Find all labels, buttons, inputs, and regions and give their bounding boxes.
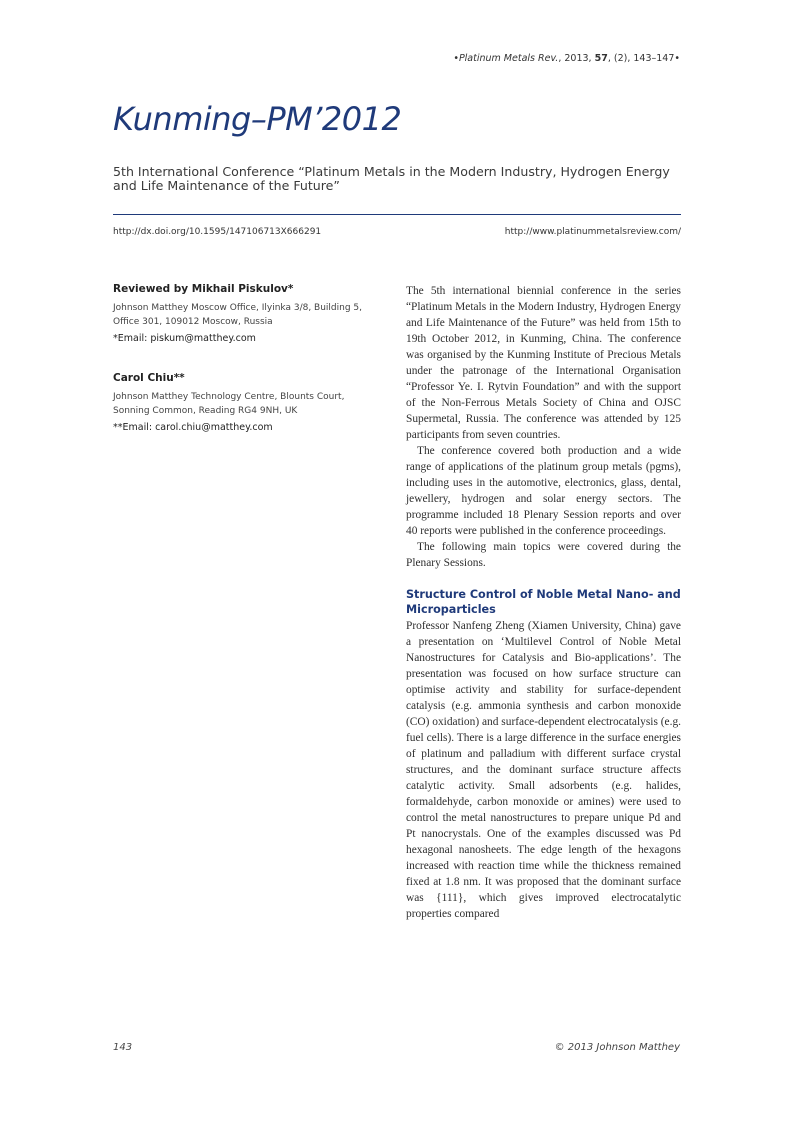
author-column [113, 283, 383, 433]
body-paragraph: Professor Nanfeng Zheng (Xiamen University, China) gave a presentation on ‘Multilevel Control of Noble Metal Nanostructures for Catalysis and Bio-applications’. The presentation was focused on how surface structure can optimise activity and stability for surface-dependent catalysis (e.g. ammonia synthesis and carbon monoxide (CO) oxidation) and surface-dependent electrocatalysis (e.g. fuel cells). There is a large difference in the surface energies of platinum and palladium with different surface crystal structures, and the dominant surface structure affects catalytic activity. Small adsorbents (e.g. halides, formaldehyde, carbon monoxide or amines) were used to control the metal nanostructures to prepare unique Pd and Pt nanocrystals. One of the examples discussed was Pd hexagonal nanosheets. The edge length of the hexagons increased with reaction time while the thickness remained fixed at 1.8 nm. It was proposed that the dominant surface was {111}, which gives improved electrocatalytic properties compared [406, 620, 681, 920]
author-block [113, 372, 383, 433]
journal-name: Platinum Metals Rev. [458, 53, 559, 64]
author-affiliation: Johnson Matthey Technology Centre, Blounts Court, Sonning Common, Reading RG4 9NH, UK [113, 392, 345, 416]
author-email[interactable]: *Email: piskum@matthey.com [113, 333, 256, 344]
journal-issue-pages: , (2), 143–147 [607, 53, 675, 64]
running-header [453, 53, 680, 64]
article-subtitle: 5th International Conference “Platinum Metals in the Modern Industry, Hydrogen Energy and Life Maintenance of the Future” [113, 164, 670, 193]
website-link[interactable]: http://www.platinummetalsreview.com/ [504, 227, 681, 237]
author-email[interactable]: **Email: carol.chiu@matthey.com [113, 422, 273, 433]
section-heading: Structure Control of Noble Metal Nano- and Microparticles [406, 588, 681, 616]
header-divider [113, 214, 681, 215]
copyright-notice: © 2013 Johnson Matthey [554, 1042, 680, 1053]
doi-link[interactable]: http://dx.doi.org/10.1595/147106713X666291 [113, 227, 322, 237]
body-paragraph: The conference covered both production and a wide range of applications of the platinum group metals (pgms), including uses in the automotive, electronics, glass, dental, jewellery, hydrogen and solar energy sectors. The programme included 18 Plenary Session reports and over 40 reports were published in the conference proceedings. [406, 445, 681, 537]
journal-volume: 57 [594, 53, 608, 64]
body-column [406, 283, 681, 922]
running-bullet-right: • [674, 53, 680, 64]
page-number: 143 [113, 1042, 133, 1053]
author-affiliation: Johnson Matthey Moscow Office, Ilyinka 3/8, Building 5, Office 301, 109012 Moscow, Russia [113, 303, 363, 327]
author-block [113, 283, 383, 344]
running-bullet-left: • [453, 53, 459, 64]
article-title: Kunming–PM’2012 [113, 100, 402, 138]
journal-year: , 2013, [558, 53, 595, 64]
body-paragraph: The following main topics were covered during the Plenary Sessions. [406, 541, 681, 569]
author-name: Carol Chiu** [113, 372, 185, 384]
author-name: Reviewed by Mikhail Piskulov* [113, 283, 294, 295]
body-paragraph: The 5th international biennial conference in the series “Platinum Metals in the Modern Industry, Hydrogen Energy and Life Maintenance of the Future” was held from 15th to 19th October 2012, in Kunming, China. The conference was organised by the Kunming Institute of Precious Metals under the patronage of the International Organisation “Professor Ye. I. Rytvin Foundation” and with the support of the Non-Ferrous Metals Society of China and OJSC Supermetal, Russia. The conference was attended by 125 participants from seven countries. [406, 285, 681, 441]
